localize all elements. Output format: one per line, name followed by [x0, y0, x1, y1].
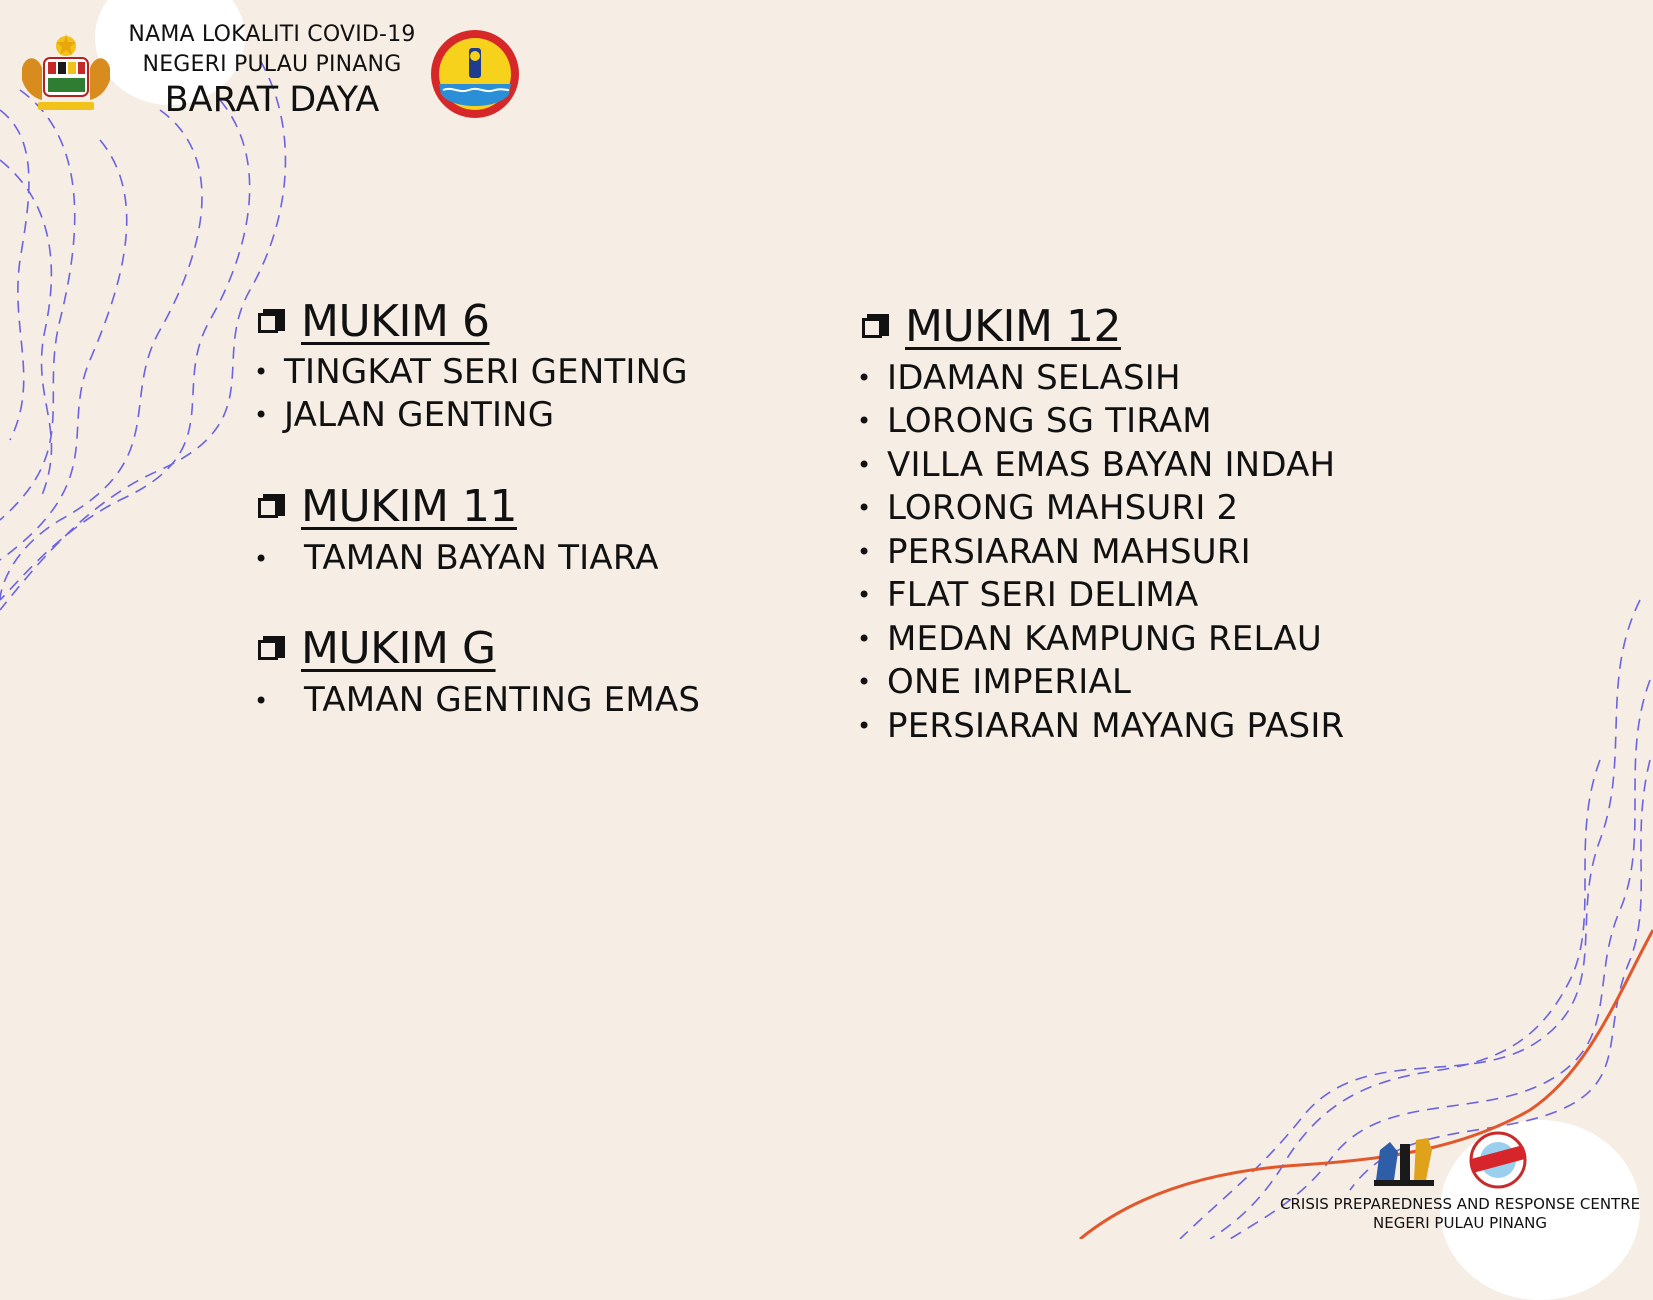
cprc-logos	[1370, 1130, 1540, 1190]
section-title: MUKIM 11	[301, 481, 517, 532]
list-item: ONE IMPERIAL	[887, 662, 1132, 702]
district-title: BARAT DAYA	[164, 80, 380, 120]
checkbox-square-icon	[257, 307, 287, 337]
list-item: LORONG MAHSURI 2	[887, 488, 1239, 528]
header-title: NAMA LOKALITI COVID-19	[128, 22, 416, 47]
bullet-icon: •	[857, 668, 872, 696]
list-item: JALAN GENTING	[284, 395, 555, 435]
bullet-icon: •	[857, 625, 872, 653]
bullet-icon: •	[254, 545, 269, 573]
bullet-icon: •	[857, 407, 872, 435]
list-item: MEDAN KAMPUNG RELAU	[887, 619, 1322, 659]
list-item: PERSIARAN MAHSURI	[887, 532, 1251, 572]
footer-organisation-name: CRISIS PREPAREDNESS AND RESPONSE CENTRE	[1280, 1195, 1641, 1213]
bullet-icon: •	[857, 451, 872, 479]
bullet-icon: •	[857, 712, 872, 740]
section-title: MUKIM 6	[301, 296, 490, 347]
header-subtitle: NEGERI PULAU PINANG	[142, 52, 402, 77]
checkbox-square-icon	[257, 634, 287, 664]
bullet-icon: •	[857, 364, 872, 392]
bullet-icon: •	[857, 538, 872, 566]
bullet-icon: •	[254, 358, 269, 386]
checkbox-square-icon	[257, 492, 287, 522]
bullet-icon: •	[857, 581, 872, 609]
section-heading-mukim-g	[257, 623, 496, 674]
list-item: TINGKAT SERI GENTING	[284, 352, 688, 392]
bullet-icon: •	[857, 494, 872, 522]
checkbox-square-icon	[861, 312, 891, 342]
section-heading-mukim-6	[257, 296, 489, 347]
bullet-icon: •	[254, 401, 269, 429]
list-item: FLAT SERI DELIMA	[887, 575, 1199, 615]
list-item: PERSIARAN MAYANG PASIR	[887, 706, 1345, 746]
list-item: VILLA EMAS BAYAN INDAH	[887, 445, 1336, 485]
list-item: LORONG SG TIRAM	[887, 401, 1212, 441]
section-heading-mukim-12	[861, 301, 1121, 352]
section-title: MUKIM 12	[905, 301, 1121, 352]
list-item: TAMAN BAYAN TIARA	[304, 538, 659, 578]
list-item: IDAMAN SELASIH	[887, 358, 1181, 398]
list-item: TAMAN GENTING EMAS	[304, 680, 701, 720]
section-title: MUKIM G	[301, 623, 496, 674]
footer-state-name: NEGERI PULAU PINANG	[1373, 1214, 1547, 1232]
bullet-icon: •	[254, 687, 269, 715]
section-heading-mukim-11	[257, 481, 517, 532]
